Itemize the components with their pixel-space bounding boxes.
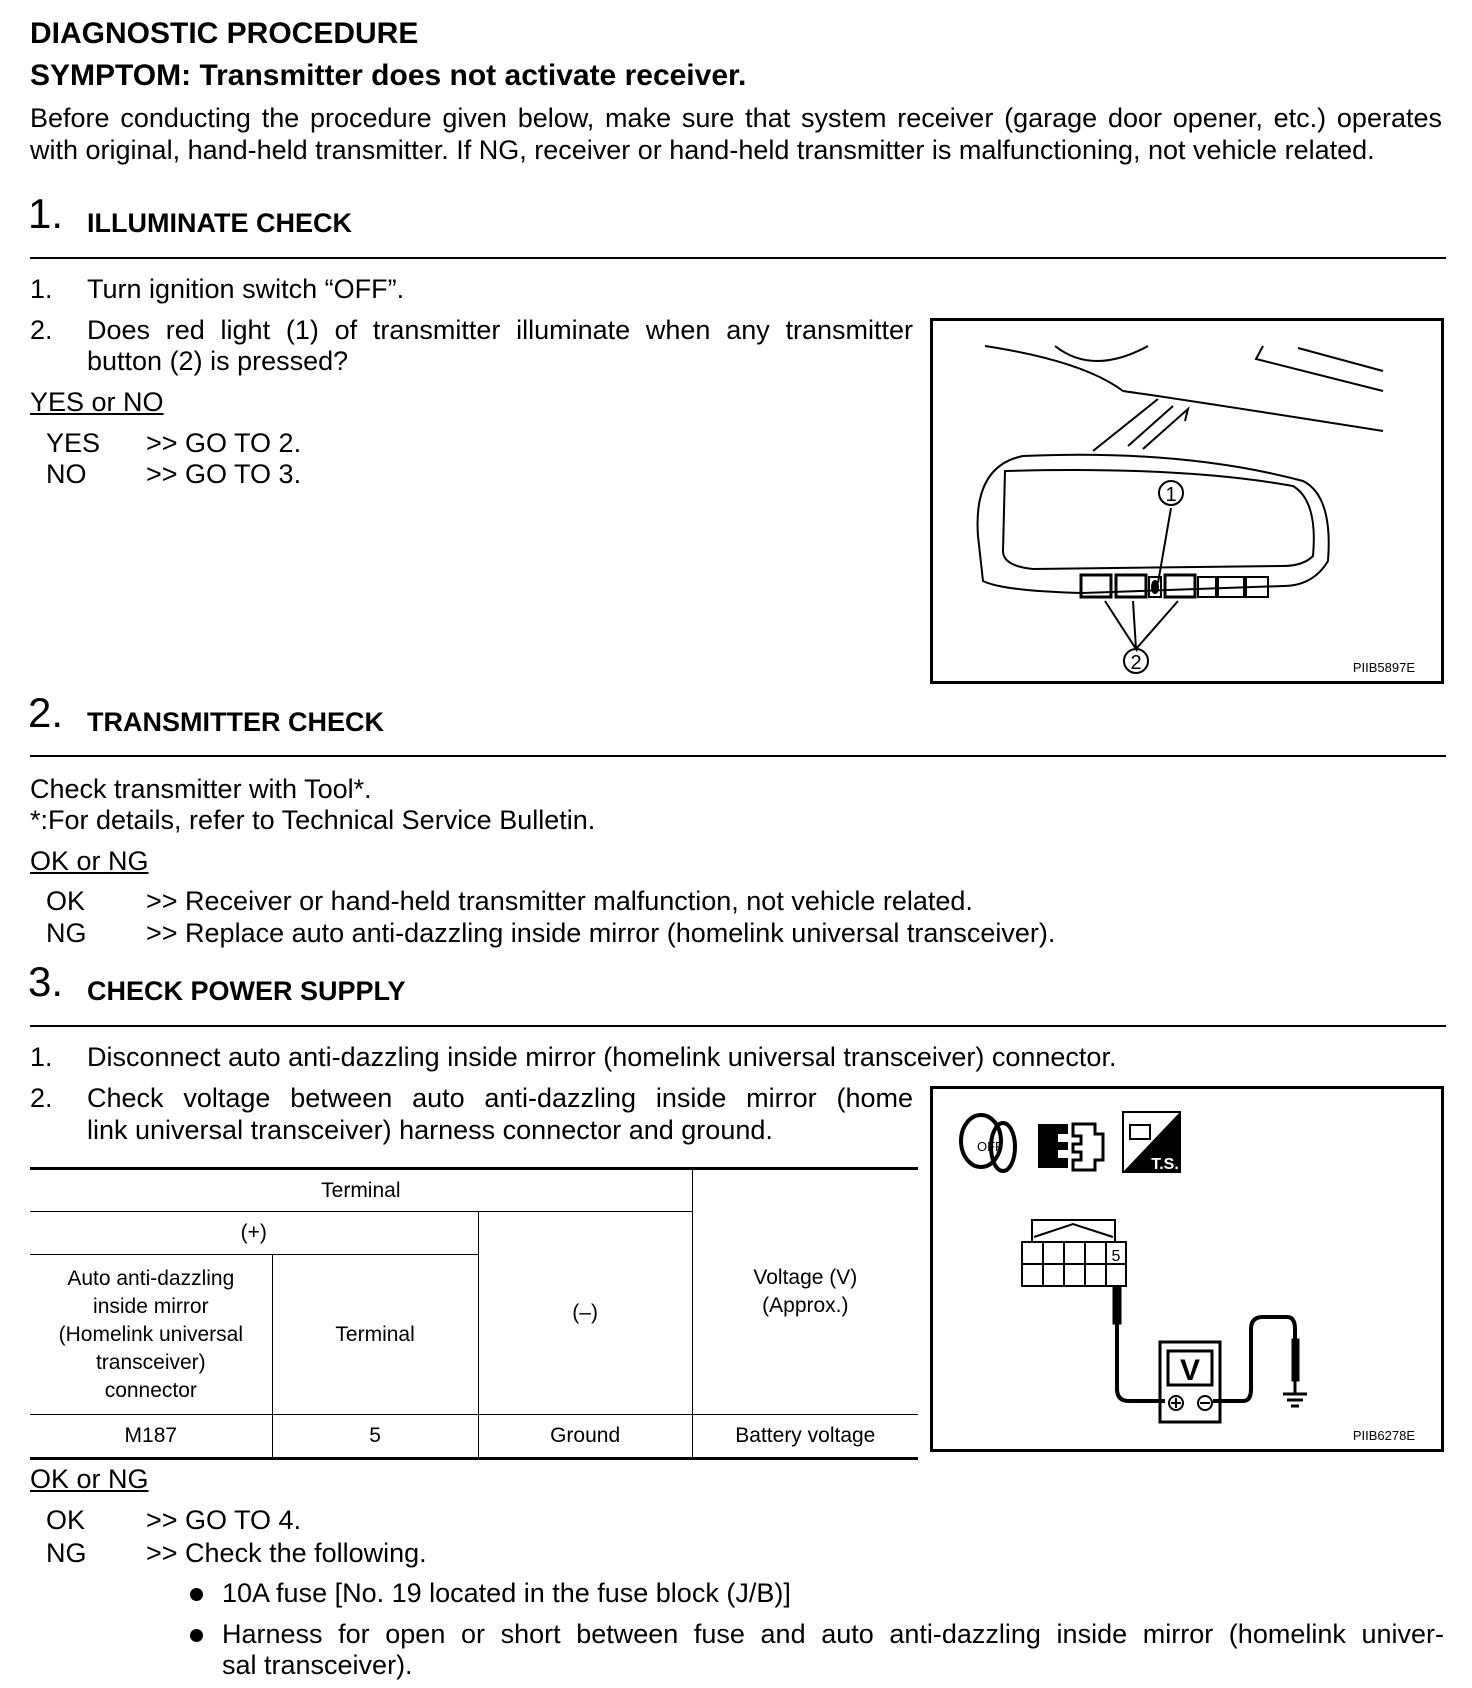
svg-text:OFF: OFF xyxy=(977,1139,1003,1154)
answer-action: >> GO TO 3. xyxy=(146,459,302,489)
step-number: 1. xyxy=(30,1042,53,1072)
divider xyxy=(30,755,1446,757)
page-title: DIAGNOSTIC PROCEDURE xyxy=(30,17,419,50)
ignition-off-icon xyxy=(961,1115,1015,1171)
section-2-number: 2. xyxy=(28,689,64,736)
bullet-icon xyxy=(190,1629,203,1642)
answer-action: >> GO TO 2. xyxy=(146,428,302,458)
cell-terminal: 5 xyxy=(272,1415,478,1459)
answer-key: OK xyxy=(46,1505,86,1535)
intro-paragraph: Before conducting the procedure given below, make sure that system receiver (garage door opener, etc.) operates with original, hand-held transmitter. If NG, receiver or hand-held transmitter is malfunctioning, not vehicle related. xyxy=(30,103,1442,165)
voltage-check-figure xyxy=(930,1086,1444,1452)
step-number: 2. xyxy=(30,1083,53,1113)
divider xyxy=(30,257,1446,259)
cell-connector: M187 xyxy=(30,1415,272,1459)
plus-header: (+) xyxy=(30,1212,478,1255)
figure-id: PIIB5897E xyxy=(1352,660,1415,675)
voltage-header: Voltage (V) (Approx.) xyxy=(692,1169,918,1415)
step-text: link universal transceiver) harness connector and ground. xyxy=(87,1115,773,1145)
step-number: 2. xyxy=(30,315,53,345)
step-text: Disconnect auto anti-dazzling inside mirror (homelink universal transceiver) connector. xyxy=(87,1042,1117,1072)
connector-header: Auto anti-dazzling inside mirror (Homelink universal transceiver) connector xyxy=(30,1255,272,1415)
step-text: Check voltage between auto anti-dazzling inside mirror (home xyxy=(87,1083,913,1113)
cell-voltage: Battery voltage xyxy=(692,1415,918,1459)
voltage-check-illustration xyxy=(933,1089,1441,1449)
pin-5-label: 5 xyxy=(1111,1248,1121,1265)
table-row xyxy=(30,1415,918,1459)
cell-minus: Ground xyxy=(478,1415,692,1459)
callout-1: 1 xyxy=(1165,484,1177,506)
section-1-number: 1. xyxy=(28,190,64,237)
connector-disconnect-icon xyxy=(1038,1124,1103,1170)
divider xyxy=(30,1025,1446,1027)
voltage-spec-table xyxy=(30,1167,918,1460)
voltmeter xyxy=(1113,1286,1307,1422)
terminal-subheader: Terminal xyxy=(272,1255,478,1415)
answer-action: >> GO TO 4. xyxy=(146,1505,302,1535)
section-1-title: ILLUMINATE CHECK xyxy=(87,208,352,238)
section-2-title: TRANSMITTER CHECK xyxy=(87,707,384,737)
instruction-text: Check transmitter with Tool*. xyxy=(30,774,372,804)
step-number: 1. xyxy=(30,274,53,304)
answer-action: >> Check the following. xyxy=(146,1538,427,1568)
figure-id: PIIB6278E xyxy=(1352,1428,1415,1443)
section-3-title: CHECK POWER SUPPLY xyxy=(87,976,406,1006)
svg-text:V: V xyxy=(1179,1354,1201,1387)
answer-key: YES xyxy=(46,428,101,458)
step-text: Turn ignition switch “OFF”. xyxy=(87,274,405,304)
footnote-text: *:For details, refer to Technical Service Bulletin. xyxy=(30,805,596,835)
question-label: YES or NO xyxy=(30,387,164,417)
callout-2: 2 xyxy=(1130,652,1142,674)
harness-connector xyxy=(1022,1220,1126,1286)
answer-action: >> Receiver or hand-held transmitter malfunction, not vehicle related. xyxy=(146,886,973,916)
bullet-text: Harness for open or short between fuse and auto anti-dazzling inside mirror (homelink univer- xyxy=(222,1619,1444,1649)
section-3-number: 3. xyxy=(28,958,64,1005)
mirror-figure xyxy=(930,318,1444,684)
minus-header: (–) xyxy=(478,1212,692,1415)
bullet-text: sal transceiver). xyxy=(222,1650,413,1680)
rearview-mirror-illustration xyxy=(933,321,1441,681)
answer-key: NO xyxy=(46,459,87,489)
answer-key: NG xyxy=(46,1538,87,1568)
answer-action: >> Replace auto anti-dazzling inside mirror (homelink universal transceiver). xyxy=(146,918,1056,948)
answer-key: OK xyxy=(46,886,86,916)
symptom-heading: SYMPTOM: Transmitter does not activate receiver. xyxy=(30,59,747,92)
question-label: OK or NG xyxy=(30,1464,149,1494)
technical-service-icon xyxy=(1123,1112,1180,1173)
step-text: button (2) is pressed? xyxy=(87,346,349,376)
bullet-icon xyxy=(190,1588,203,1601)
svg-text:T.S.: T.S. xyxy=(1151,1156,1179,1173)
question-label: OK or NG xyxy=(30,846,149,876)
terminal-header: Terminal xyxy=(30,1169,692,1212)
answer-key: NG xyxy=(46,918,87,948)
bullet-text: 10A fuse [No. 19 located in the fuse block (J/B)] xyxy=(222,1578,791,1608)
step-text: Does red light (1) of transmitter illuminate when any transmitter xyxy=(87,315,913,345)
